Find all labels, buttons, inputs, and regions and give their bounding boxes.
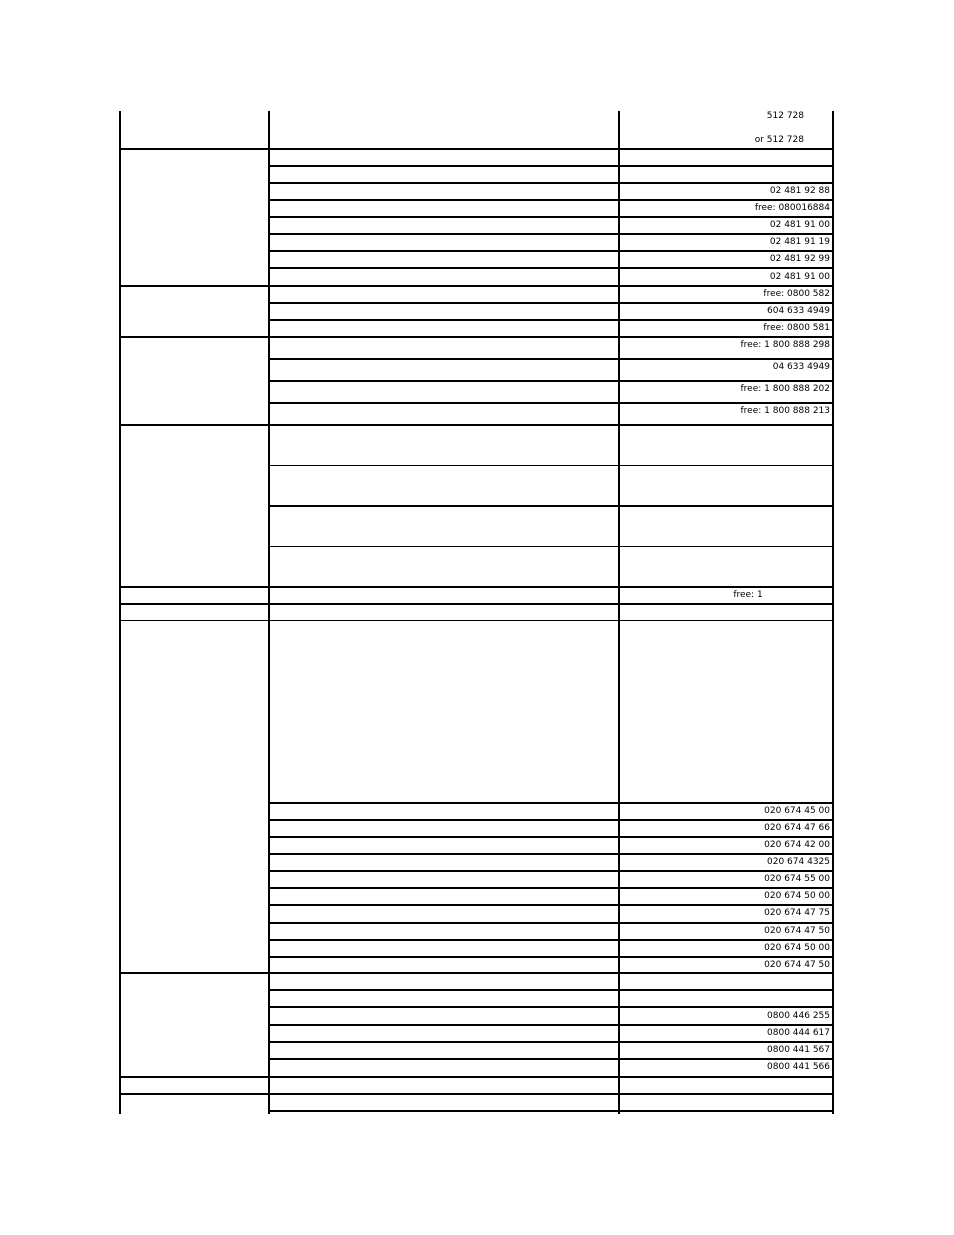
row-divider bbox=[119, 148, 834, 150]
subrow-divider bbox=[268, 233, 834, 235]
row-divider bbox=[119, 586, 834, 588]
phone-number: 0800 446 255 bbox=[767, 1011, 830, 1021]
phone-number: free: 0800 581 bbox=[763, 323, 830, 333]
subrow-divider bbox=[268, 250, 834, 252]
subrow-divider bbox=[268, 505, 834, 507]
subrow-divider bbox=[268, 1006, 834, 1008]
subrow-divider bbox=[268, 904, 834, 906]
phone-number: 020 674 55 00 bbox=[764, 874, 830, 884]
subrow-divider bbox=[268, 989, 834, 991]
row-divider bbox=[119, 603, 834, 605]
subrow-divider bbox=[268, 922, 834, 924]
phone-number: or 512 728 bbox=[754, 135, 804, 145]
table-border-col2 bbox=[268, 111, 270, 1114]
table-border-col3 bbox=[618, 111, 620, 1114]
phone-number: 04 633 4949 bbox=[772, 362, 830, 372]
phone-number: 020 674 50 00 bbox=[764, 891, 830, 901]
phone-number: 0800 441 567 bbox=[767, 1045, 830, 1055]
table-border-left bbox=[119, 111, 121, 1114]
row-divider bbox=[119, 424, 834, 426]
subrow-divider bbox=[268, 380, 834, 382]
subrow-divider bbox=[268, 546, 834, 547]
subrow-divider bbox=[268, 182, 834, 184]
subrow-divider bbox=[268, 165, 834, 167]
row-divider bbox=[119, 972, 834, 974]
subrow-divider bbox=[268, 216, 834, 218]
phone-number: free: 1 800 888 213 bbox=[740, 406, 830, 416]
phone-number: 02 481 92 88 bbox=[769, 186, 830, 196]
phone-number: free: 1 bbox=[733, 590, 763, 600]
phone-number: 02 481 92 99 bbox=[769, 254, 830, 264]
subrow-divider bbox=[268, 870, 834, 872]
subrow-divider bbox=[268, 1110, 834, 1112]
subrow-divider bbox=[268, 199, 834, 201]
subrow-divider bbox=[268, 267, 834, 269]
phone-number: free: 1 800 888 202 bbox=[740, 384, 830, 394]
phone-number: 020 674 42 00 bbox=[764, 840, 830, 850]
subrow-divider bbox=[268, 836, 834, 838]
phone-number: 0800 441 566 bbox=[767, 1062, 830, 1072]
subrow-divider bbox=[268, 465, 834, 466]
phone-number: 02 481 91 00 bbox=[769, 272, 830, 282]
phone-number: free: 080016884 bbox=[754, 203, 830, 213]
row-divider bbox=[119, 285, 834, 287]
row-divider bbox=[119, 1093, 834, 1095]
phone-number: free: 1 800 888 298 bbox=[740, 340, 830, 350]
phone-number: 020 674 47 75 bbox=[764, 908, 830, 918]
subrow-divider bbox=[268, 887, 834, 889]
subrow-divider bbox=[268, 1058, 834, 1060]
phone-number: 512 728 bbox=[766, 111, 804, 121]
phone-number: 020 674 47 50 bbox=[764, 960, 830, 970]
subrow-divider bbox=[268, 956, 834, 958]
phone-number: 020 674 47 66 bbox=[764, 823, 830, 833]
subrow-divider bbox=[268, 402, 834, 404]
subrow-divider bbox=[268, 802, 834, 804]
subrow-divider bbox=[268, 939, 834, 941]
subrow-divider bbox=[268, 819, 834, 821]
phone-number: 0800 444 617 bbox=[767, 1028, 830, 1038]
phone-number: 020 674 4325 bbox=[767, 857, 830, 867]
row-divider bbox=[119, 336, 834, 338]
subrow-divider bbox=[268, 358, 834, 360]
subrow-divider bbox=[268, 319, 834, 321]
subrow-divider bbox=[268, 1041, 834, 1043]
phone-number: free: 0800 582 bbox=[763, 289, 830, 299]
row-divider bbox=[119, 1076, 834, 1078]
phone-number: 02 481 91 19 bbox=[769, 237, 830, 247]
phone-number: 020 674 50 00 bbox=[764, 943, 830, 953]
subrow-divider bbox=[268, 853, 834, 855]
phone-number: 604 633 4949 bbox=[767, 306, 830, 316]
phone-number: 020 674 47 50 bbox=[764, 926, 830, 936]
subrow-divider bbox=[268, 302, 834, 304]
subrow-divider bbox=[268, 1024, 834, 1026]
table-border-right bbox=[832, 111, 834, 1114]
row-divider bbox=[119, 620, 834, 621]
phone-number: 020 674 45 00 bbox=[764, 806, 830, 816]
phone-number: 02 481 91 00 bbox=[769, 220, 830, 230]
